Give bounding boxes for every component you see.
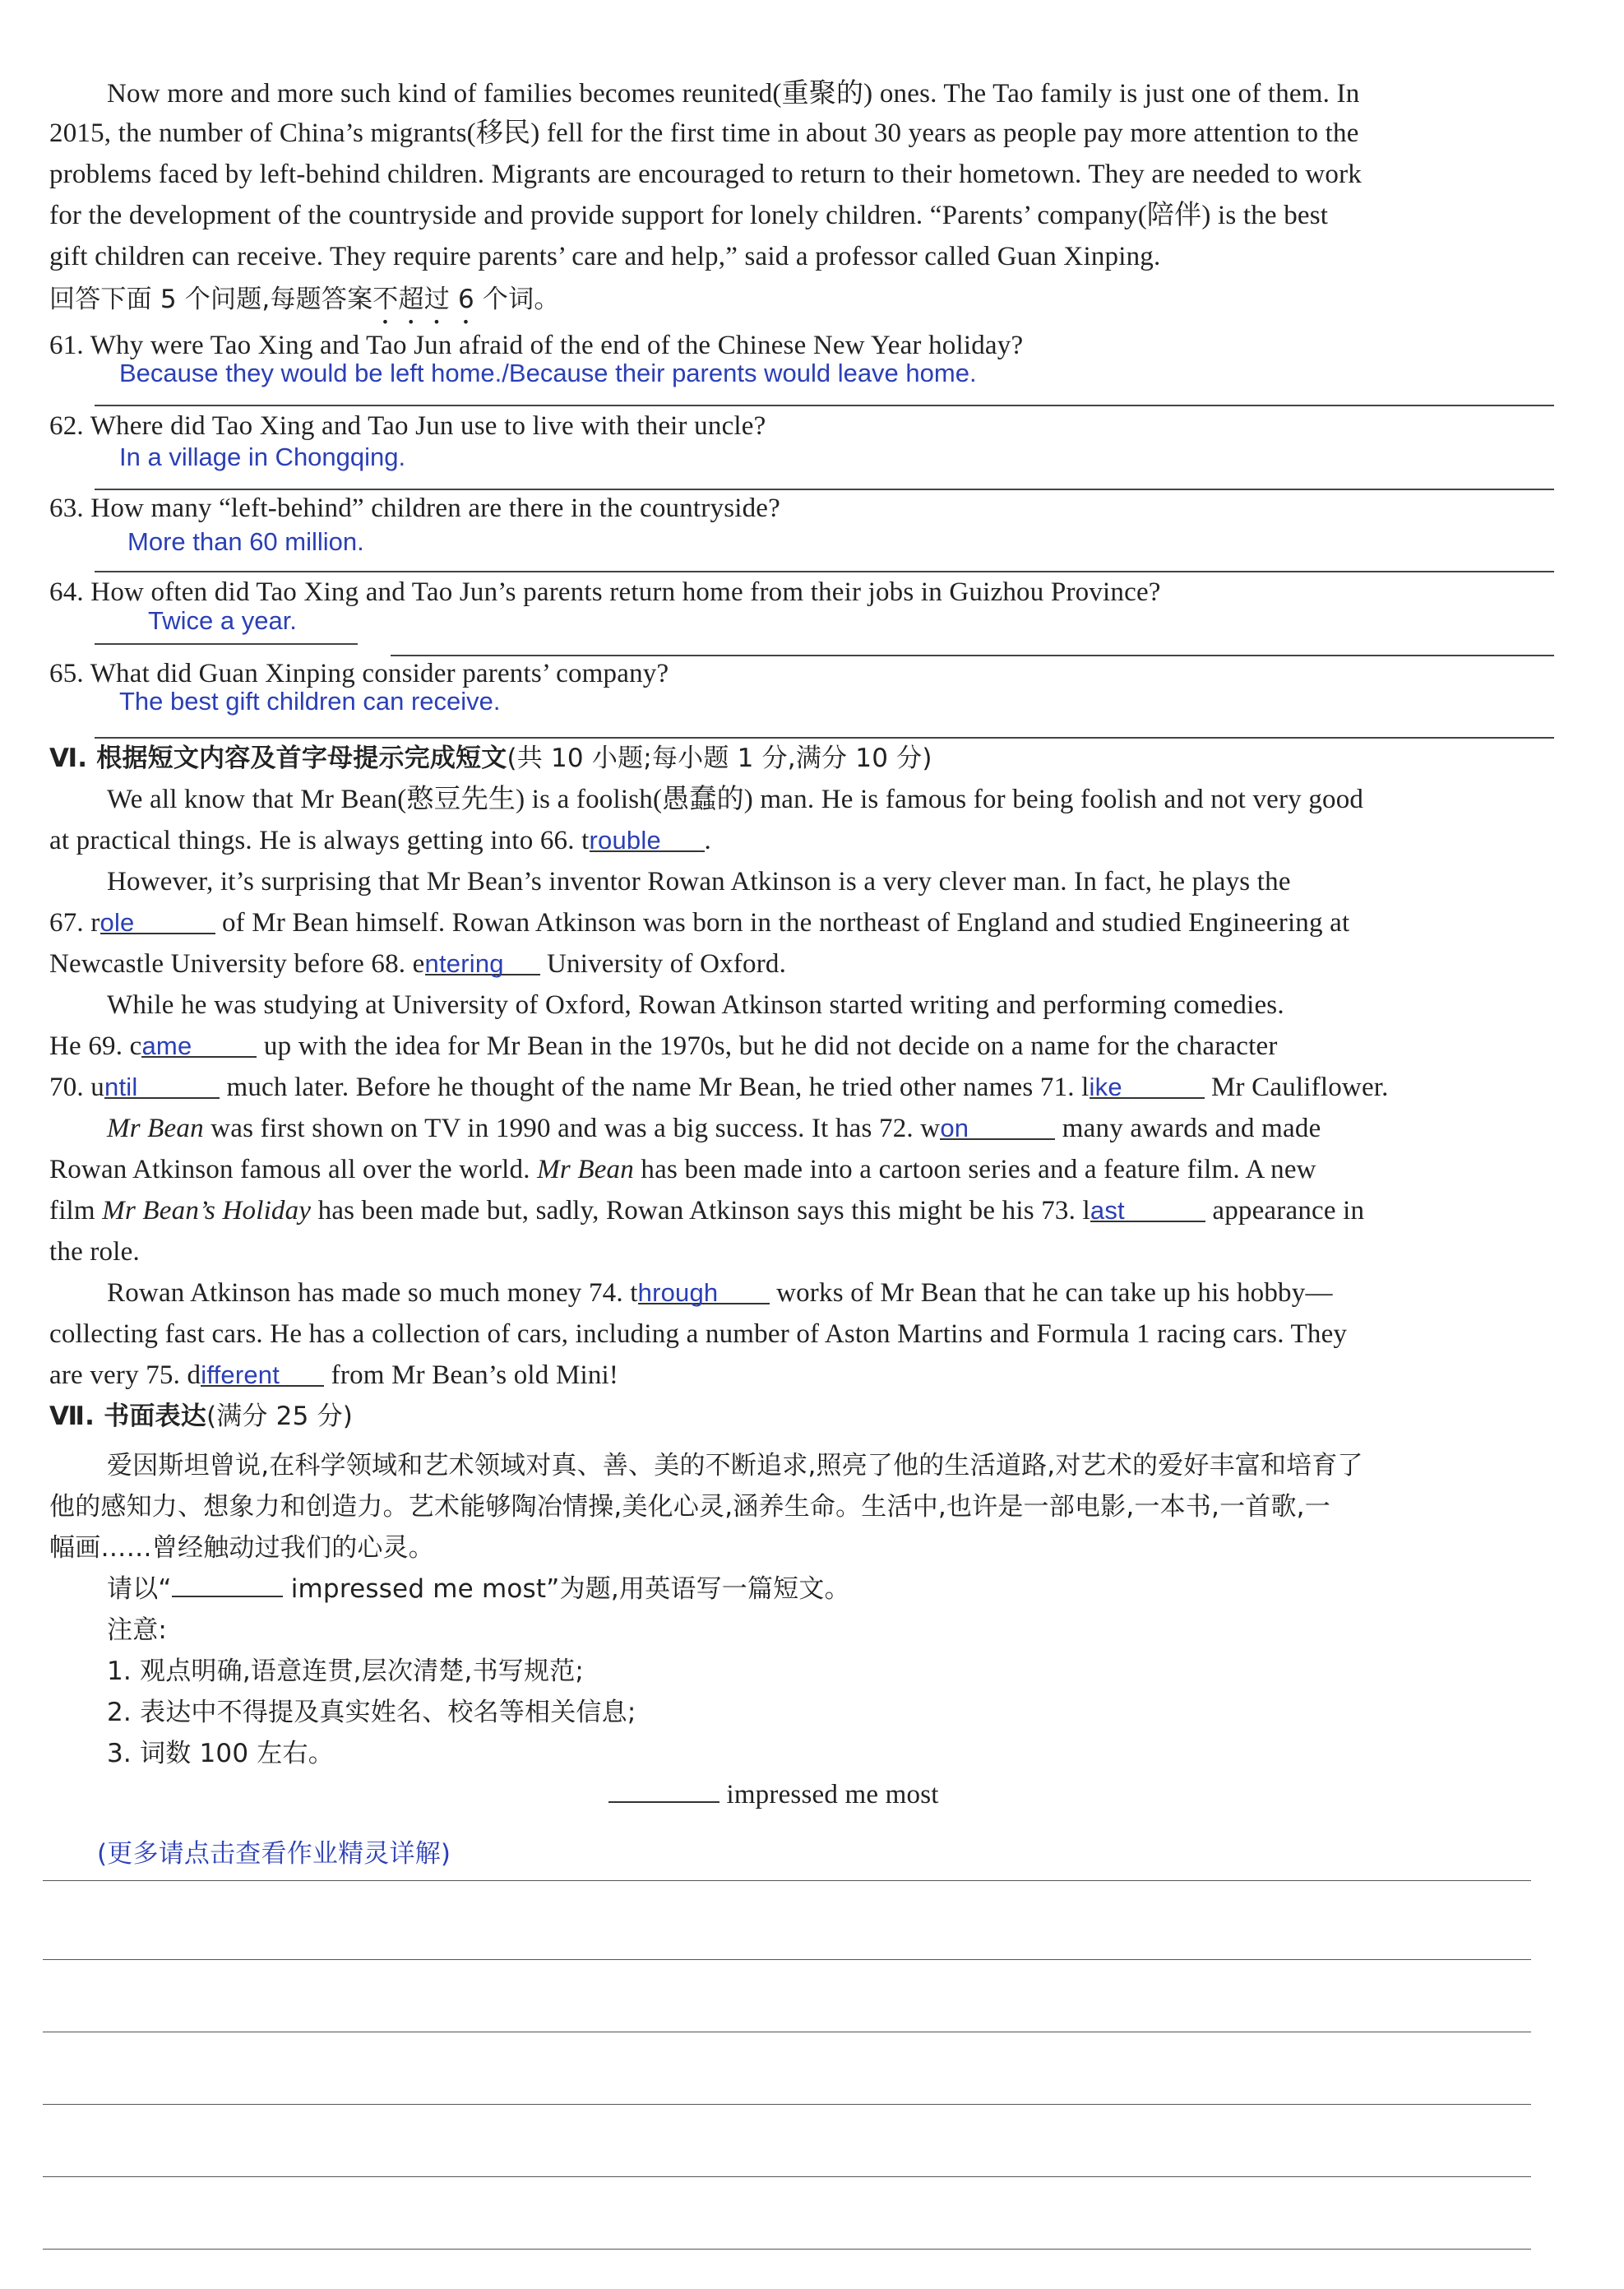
answer-line <box>95 405 1554 406</box>
question-61: 61. Why were Tao Xing and Tao Jun afraid of the end of the Chinese New Year holiday? <box>49 331 1024 360</box>
answer-line <box>95 737 1554 739</box>
blank-70[interactable]: ntil <box>104 1069 220 1099</box>
blank-69[interactable]: ame <box>141 1028 257 1058</box>
cloze-line: 67. role of Mr Bean himself. Rowan Atkinson was born in the northeast of England and studied Engineering at <box>49 905 1554 941</box>
cloze-line: We all know that Mr Bean(憨豆先生) is a foolish(愚蠢的) man. He is famous for being foolish and not very good <box>107 785 1364 814</box>
question-65: 65. What did Guan Xinping consider parents’ company? <box>49 659 669 688</box>
writing-line[interactable] <box>43 1880 1531 1881</box>
cloze-line: However, it’s surprising that Mr Bean’s inventor Rowan Atkinson is a very clever man. In fact, he plays the <box>107 867 1291 897</box>
blank-71[interactable]: ike <box>1090 1069 1205 1099</box>
cloze-line: are very 75. different from Mr Bean’s old Mini! <box>49 1357 1554 1393</box>
blank-67[interactable]: ole <box>100 905 215 934</box>
passage-line: problems faced by left-behind children. Migrants are encouraged to return to their hometown. They are needed to work <box>49 160 1362 189</box>
essay-title-blank[interactable] <box>608 1777 719 1803</box>
prompt-line: 他的感知力、想象力和创造力。艺术能够陶冶情操,美化心灵,涵养生命。生活中,也许是一部电影,一本书,一首歌,一 <box>49 1492 1330 1522</box>
prompt-line: 幅画……曾经触动过我们的心灵。 <box>49 1533 434 1563</box>
passage-line: for the development of the countryside and provide support for lonely children. “Parents’ company(陪伴) is the best <box>49 201 1329 230</box>
writing-line[interactable] <box>43 2249 1531 2250</box>
title-blank <box>172 1571 283 1597</box>
prompt-line: 爱因斯坦曾说,在科学领域和艺术领域对真、善、美的不断追求,照亮了他的生活道路,对艺术的爱好丰富和培育了 <box>107 1451 1363 1480</box>
cloze-line: 70. until much later. Before he thought of the name Mr Bean, he tried other names 71. like Mr Cauliflower. <box>49 1069 1554 1105</box>
cloze-line: the role. <box>49 1237 140 1267</box>
question-instruction: 回答下面 5 个问题,每题答案不超过 6 个词。 <box>49 285 560 314</box>
cloze-line: Mr Bean was first shown on TV in 1990 and was a big success. It has 72. won many awards and made <box>107 1110 1612 1147</box>
answer-line <box>95 571 1554 572</box>
notes-title: 注意: <box>107 1615 168 1645</box>
blank-75[interactable]: ifferent <box>201 1357 324 1387</box>
passage-line: Now more and more such kind of families becomes reunited(重聚的) ones. The Tao family is just one of them. In <box>107 79 1360 109</box>
blank-74[interactable]: hrough <box>638 1275 770 1304</box>
answer-65[interactable]: The best gift children can receive. <box>119 687 501 716</box>
section-7-note: (满分 25 分) <box>206 1402 354 1431</box>
cloze-line: Rowan Atkinson has made so much money 74. through works of Mr Bean that he can take up his hobby— <box>107 1275 1612 1311</box>
answer-line <box>95 643 358 645</box>
note-item: 1. 观点明确,语意连贯,层次清楚,书写规范; <box>107 1657 585 1686</box>
answer-64[interactable]: Twice a year. <box>148 606 297 635</box>
question-62: 62. Where did Tao Xing and Tao Jun use to live with their uncle? <box>49 411 766 441</box>
essay-title: impressed me most <box>608 1777 1102 1813</box>
cloze-line: While he was studying at University of Oxford, Rowan Atkinson started writing and performing comedies. <box>107 990 1284 1020</box>
blank-68[interactable]: ntering <box>425 946 540 975</box>
cloze-line: film Mr Bean’s Holiday has been made but, sadly, Rowan Atkinson says this might be his 73. last appearance in <box>49 1193 1554 1229</box>
more-details-link[interactable]: (更多请点击查看作业精灵详解) <box>97 1839 451 1869</box>
passage-line: gift children can receive. They require parents’ care and help,” said a professor called Guan Xinping. <box>49 242 1161 271</box>
prompt-line: 请以“ impressed me most”为题,用英语写一篇短文。 <box>107 1571 1612 1607</box>
section-6-note: (共 10 小题;每小题 1 分,满分 10 分) <box>507 744 932 773</box>
cloze-line: He 69. came up with the idea for Mr Bean in the 1970s, but he did not decide on a name for the character <box>49 1028 1554 1064</box>
blank-72[interactable]: on <box>940 1110 1055 1140</box>
writing-line[interactable] <box>43 1959 1531 1960</box>
section-7-title: Ⅶ. 书面表达 <box>49 1402 206 1431</box>
answer-63[interactable]: More than 60 million. <box>127 527 364 556</box>
writing-line[interactable] <box>43 2104 1531 2105</box>
blank-66[interactable]: rouble <box>590 822 705 852</box>
answer-62[interactable]: In a village in Chongqing. <box>119 443 406 471</box>
question-63: 63. How many “left-behind” children are there in the countryside? <box>49 493 780 523</box>
cloze-line: Newcastle University before 68. entering University of Oxford. <box>49 946 1554 982</box>
writing-line[interactable] <box>43 2176 1531 2177</box>
note-item: 3. 词数 100 左右。 <box>107 1739 334 1768</box>
section-6-title: Ⅵ. 根据短文内容及首字母提示完成短文 <box>49 744 507 773</box>
cloze-line: Rowan Atkinson famous all over the world. Mr Bean has been made into a cartoon series and a feature film. A new <box>49 1155 1316 1184</box>
answer-61[interactable]: Because they would be left home./Because their parents would leave home. <box>119 359 977 387</box>
passage-line: 2015, the number of China’s migrants(移民) fell for the first time in about 30 years as people pay more attention to the <box>49 118 1359 148</box>
cloze-line: at practical things. He is always getting into 66. trouble . <box>49 822 1554 859</box>
note-item: 2. 表达中不得提及真实姓名、校名等相关信息; <box>107 1698 636 1727</box>
question-64: 64. How often did Tao Xing and Tao Jun’s parents return home from their jobs in Guizhou Province? <box>49 577 1161 607</box>
blank-73[interactable]: ast <box>1090 1193 1205 1222</box>
cloze-line: collecting fast cars. He has a collection of cars, including a number of Aston Martins and Formula 1 racing cars. They <box>49 1319 1348 1349</box>
section-7-header <box>49 1398 1554 1434</box>
section-6-header <box>49 740 1554 776</box>
